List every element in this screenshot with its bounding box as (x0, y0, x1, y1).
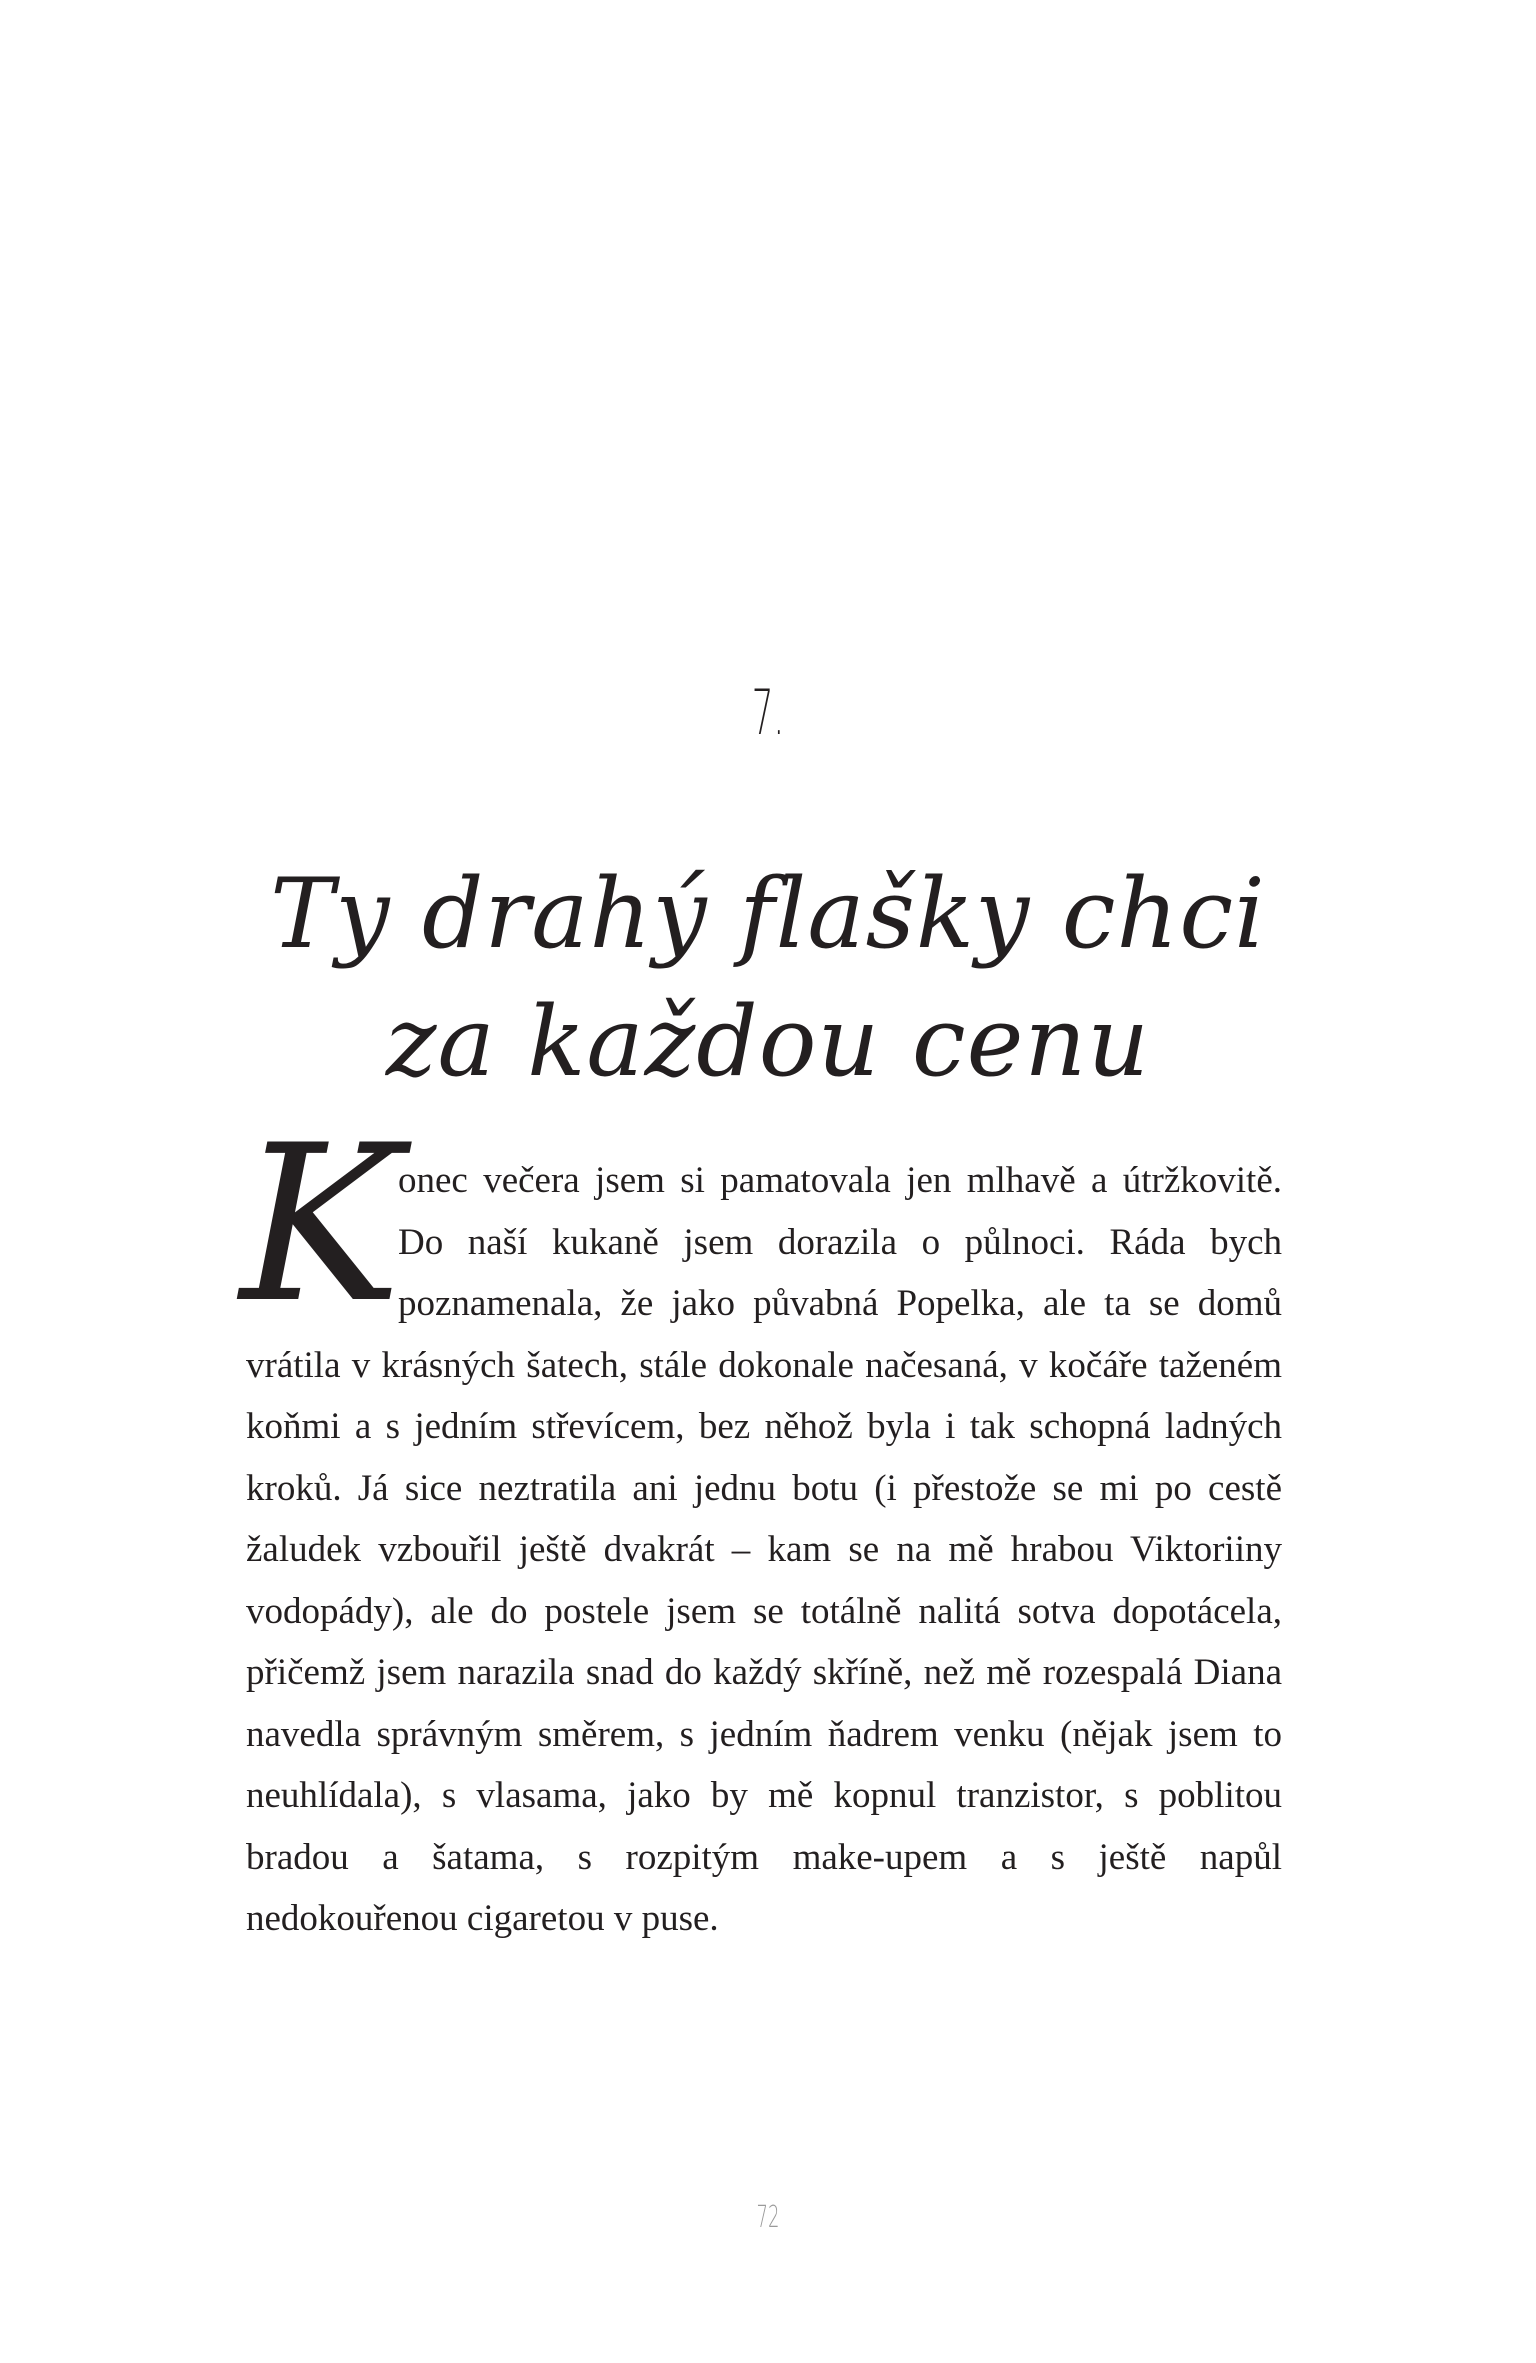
drop-cap: K (240, 1099, 402, 1350)
body-paragraph (240, 1099, 1282, 1950)
chapter-title (220, 850, 1316, 1106)
page-number: 72 (756, 2200, 780, 2235)
chapter-title-line-2: za každou cenu (385, 986, 1151, 1098)
body-text: onec večera jsem si pamatovala jen mlhavě a útržkovitě. Do naší kukaně jsem dorazila o půlnoci. Ráda bych poznamenala, že jako půvabná Popelka, ale ta se domů vrátila v krásných šatech, stále dokonale načesaná, v kočáře taženém koňmi a s jedním střevícem, bez něhož byla i tak schopná ladných kroků. Já sice neztratila ani jednu botu (i přestože se mi po cestě žaludek vzbouřil ještě dvakrát – kam se na mě hrabou Viktoriiny vodopády), ale do postele jsem se totálně nalitá sotva dopotácela, přičemž jsem narazila snad do každý skříně, než mě rozespalá Diana navedla správným směrem, s jedním ňadrem venku (nějak jsem to neuhlídala), s vlasama, jako by mě kopnul tranzistor, s poblitou bradou a šatama, s rozpitým make-upem a s ještě napůl nedokouřenou cigaretou v puse. (246, 1160, 1282, 1939)
chapter-number: 7. (751, 676, 785, 749)
chapter-title-line-1: Ty drahý flašky chci (270, 858, 1266, 970)
